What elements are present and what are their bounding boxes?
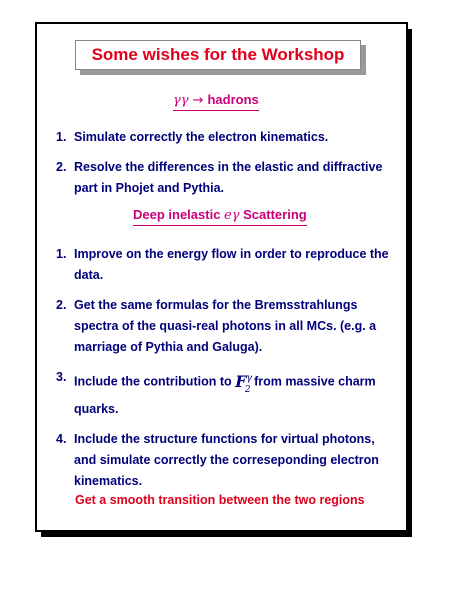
item-text: Improve on the energy flow in order to reproduce the data.	[74, 247, 389, 282]
section-heading-math: eγ	[224, 208, 240, 223]
arrow-icon: →	[192, 93, 204, 108]
section-heading-dis	[133, 207, 307, 226]
section-heading-gamma-gamma	[173, 92, 259, 111]
item-number: 2.	[56, 298, 67, 312]
list-item	[56, 295, 396, 358]
list-item	[56, 429, 396, 492]
item-text: Get the same formulas for the Bremsstrahlungs spectra of the quasi-real photons in all MCs. (e.g. a marriage of Pythia and Galuga).	[74, 298, 377, 354]
section-heading-text: hadrons	[207, 92, 259, 107]
item-number: 1.	[56, 130, 67, 144]
list-item	[56, 367, 396, 420]
item-text-post: from massive charm quarks.	[74, 374, 376, 416]
item-number: 1.	[56, 247, 67, 261]
item-text: Include the structure functions for virtual photons, and simulate correctly the correseponding electron kinematics.	[74, 431, 379, 488]
symbol-letter: F	[235, 372, 247, 392]
item-text: Simulate correctly the electron kinematics.	[74, 130, 329, 144]
section2-list	[56, 244, 396, 501]
f2-gamma-symbol	[235, 372, 252, 395]
item-number: 4.	[56, 431, 67, 446]
item-text-pre: Include the contribution to	[74, 374, 236, 389]
slide-title: Some wishes for the Workshop	[75, 40, 361, 70]
section-heading-prefix: Deep inelastic	[133, 207, 225, 222]
item-number: 2.	[56, 160, 67, 174]
list-item	[56, 244, 396, 286]
section-heading-suffix: Scattering	[239, 207, 307, 222]
section-heading-math: γγ	[173, 93, 189, 108]
closing-statement: Get a smooth transition between the two regions	[75, 493, 365, 507]
list-item	[56, 127, 396, 148]
item-number: 3.	[56, 370, 67, 384]
symbol-subscript: 2	[244, 384, 251, 395]
list-item	[56, 157, 396, 199]
section1-list	[56, 127, 396, 208]
symbol-superscript: γ	[246, 374, 252, 384]
item-text: Resolve the differences in the elastic and diffractive part in Phojet and Pythia.	[74, 160, 383, 195]
